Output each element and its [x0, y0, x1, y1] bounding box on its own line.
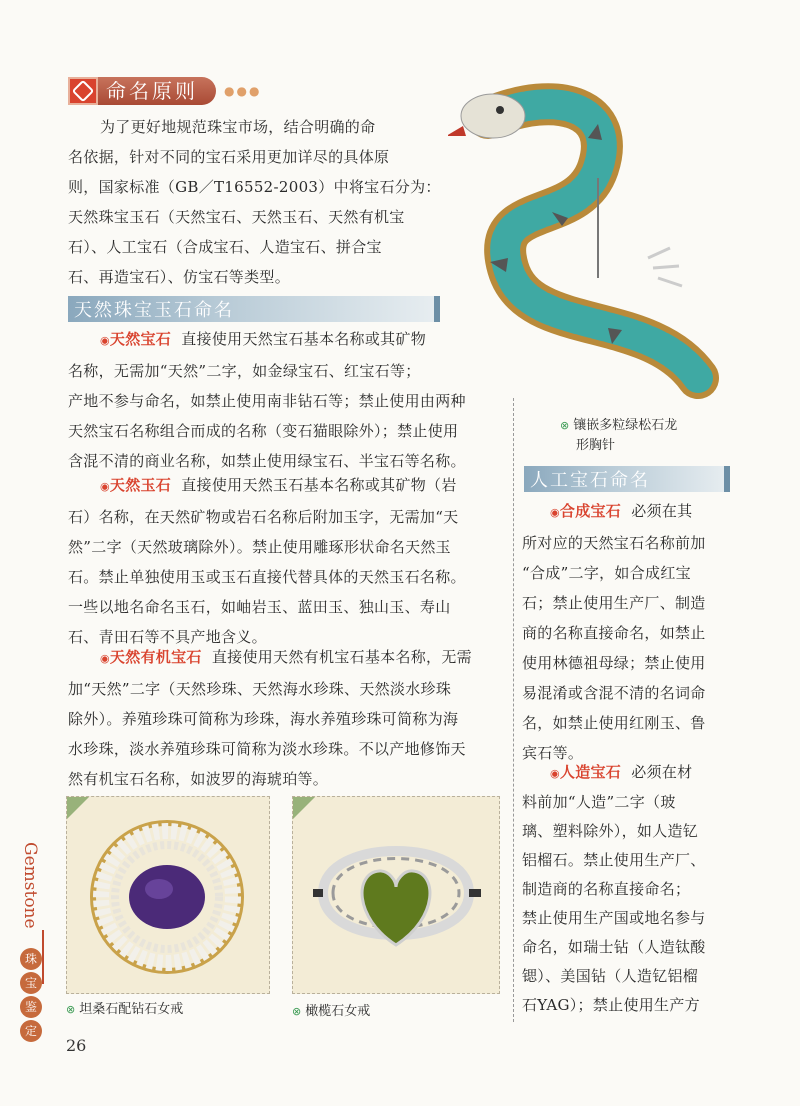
synthetic-gem-paragraph: ◉合成宝石 必须在其 所对应的天然宝石名称前加 “合成”二字，如合成红宝 石；禁止使用生产厂、制造 商的名称直接命名，如禁止 使用林德祖母绿；禁止使用 易混淆或含混不清的名词命 名，如禁止使用红刚玉、鲁 宾石等。	[522, 502, 706, 762]
artificial-gem-section-header: 人工宝石命名	[524, 466, 730, 492]
side-label-english: Gemstone	[20, 842, 40, 929]
natural-gem-paragraph: ◉天然宝石 直接使用天然宝石基本名称或其矿物 名称，无需加“天然”二字，如金绿宝石、红宝石等； 产地不参与命名，如禁止使用南非钻石等；禁止使用由两种 天然宝石名称组合而成的名称（变石猫眼除外）；禁止使用 含混不清的商业名称，如禁止使用绿宝石、半宝石等名称。	[68, 330, 466, 470]
title-dots-decoration: ●●●	[224, 84, 262, 98]
natural-gem-section-header: 天然珠宝玉石命名	[68, 296, 440, 322]
tanzanite-ring-photo	[66, 796, 270, 994]
column-divider	[513, 398, 514, 1022]
natural-jade-paragraph: ◉天然玉石 直接使用天然玉石基本名称或其矿物（岩 石）名称，在天然矿物或岩石名称后附加玉字，无需加“天 然”二字（天然玻璃除外）。禁止使用雕琢形状命名天然玉 石。禁止单独使用玉或玉石直接代替具体的天然玉石名称。 一些以地名命名玉石，如岫岩玉、蓝田玉、独山玉、寿山 石、青田石等不具产地含义。	[68, 476, 466, 646]
page-number: 26	[66, 1036, 87, 1055]
tanzanite-ring-image	[67, 797, 269, 993]
peridot-ring-photo	[292, 796, 500, 994]
caption-marker-icon: ⊗	[66, 1003, 76, 1016]
main-section-title-text: 命名原则	[98, 77, 216, 105]
natural-organic-paragraph: ◉天然有机宝石 直接使用天然有机宝石基本名称，无需 加“天然”二字（天然珍珠、天然海水珍珠、天然淡水珍珠 除外）。养殖珍珠可简称为珍珠，海水养殖珍珠可简称为海 水珍珠，淡水养殖珍珠可简称为淡水珍珠。不以产地修饰天 然有机宝石名称，如波罗的海琥珀等。	[68, 648, 472, 788]
tanzanite-ring-caption: ⊗ 坦桑石配钻石女戒	[66, 1002, 184, 1017]
intro-paragraph: 为了更好地规范珠宝市场，结合明确的命 名依据，针对不同的宝石采用更加详尽的具体原 则，国家标准（GB／T16552-2003）中将宝石分为： 天然珠宝玉石（天然宝石、天然玉石、天然有机宝 石）、人工宝石（合成宝石、人造宝石、拼合宝 石、再造宝石）、仿宝石等类型。	[68, 118, 441, 286]
peridot-ring-caption: ⊗ 橄榄石女戒	[292, 1004, 371, 1019]
caption-marker-icon: ⊗	[560, 419, 570, 432]
manmade-gem-paragraph: ◉人造宝石 必须在材 料前加“人造”二字（玻 璃、塑料除外），如人造钇 铝榴石。禁止使用生产厂、 制造商的名称直接命名； 禁止使用生产国或地名参与 命名，如瑞士钻（人造钛酸 锶）、美国钻（人造钇铝榴 石YAG）；禁止使用生产方	[522, 763, 706, 1014]
section-diamond-icon	[68, 77, 98, 105]
peridot-ring-image	[293, 797, 499, 993]
main-section-title	[68, 76, 261, 106]
side-red-mark	[42, 930, 44, 984]
side-label-chinese: 珠 宝 鉴 定	[20, 948, 42, 1044]
brooch-caption: ⊗ 镶嵌多粒绿松石龙 形胸针	[560, 418, 678, 453]
caption-marker-icon: ⊗	[292, 1005, 302, 1018]
